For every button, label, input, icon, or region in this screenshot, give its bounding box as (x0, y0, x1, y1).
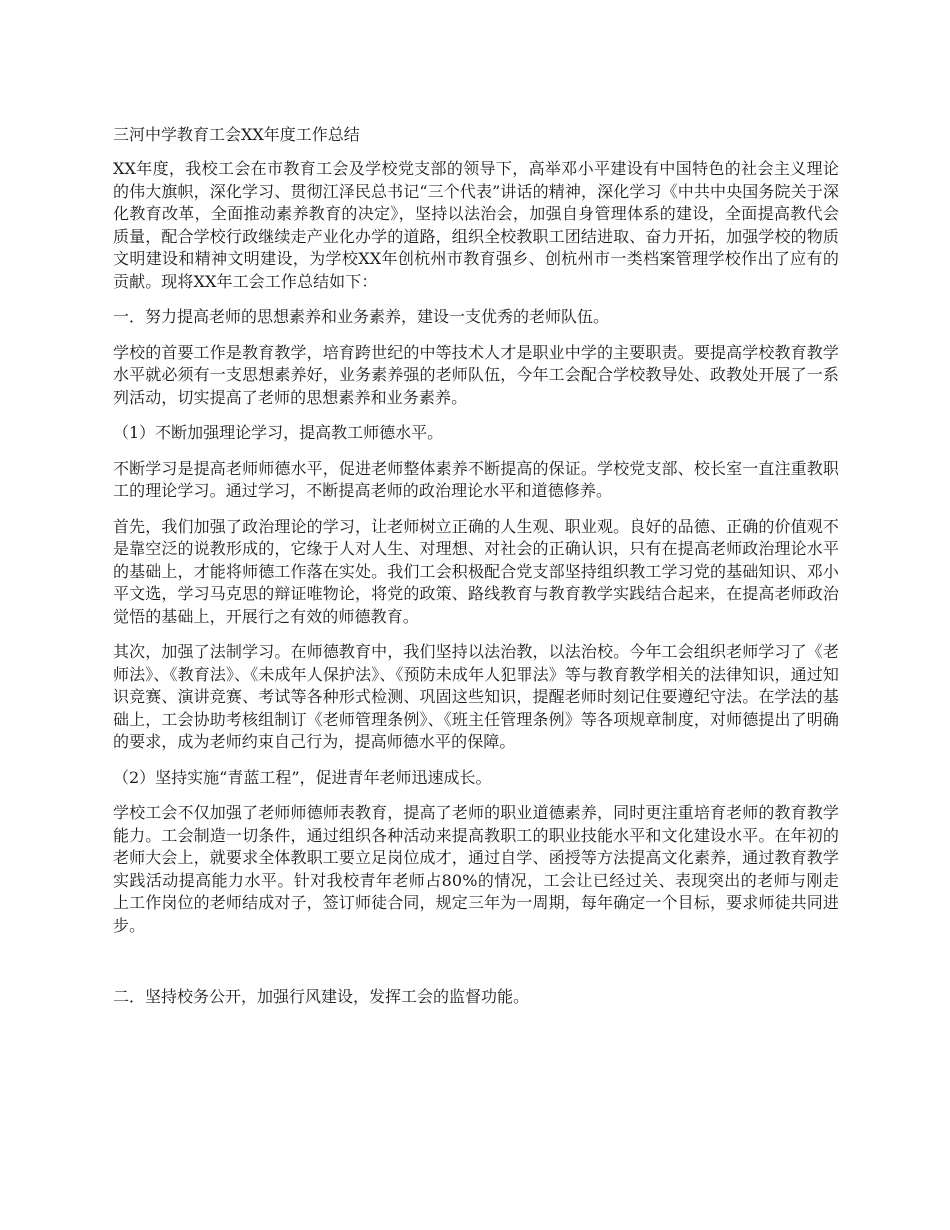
subsection-1-heading: （1）不断加强理论学习，提高教工师德水平。 (113, 423, 444, 442)
section-2-heading: 二．坚持校务公开，加强行风建设，发挥工会的监督功能。 (113, 987, 530, 1006)
document-title: 三河中学教育工会XX年度工作总结 (113, 125, 360, 144)
intro-paragraph: XX年度，我校工会在市教育工会及学校党支部的领导下，高举邓小平建设有中国特色的社会主义理论的伟大旗帜，深化学习、贯彻江泽民总书记“三个代表”讲话的精神，深化学习《中共中央国务院关于深化教育改革，全面推动素养教育的决定》，坚持以法治会，加强自身管理体系的建设，全面提高教代会质量，配合学校行政继续走产业化办学的道路，组织全校教职工团结进取、奋力开拓，加强学校的物质文明建设和精神文明建设，为学校XX年创杭州市教育强乡、创杭州市一类档案管理学校作出了应有的贡献。现将XX年工会工作总结如下： (113, 159, 839, 291)
document-page (113, 124, 839, 1022)
section-1-heading: 一．努力提高老师的思想素养和业务素养，建设一支优秀的老师队伍。 (113, 307, 610, 326)
subsection-1-paragraph-2: 首先，我们加强了政治理论的学习，让老师树立正确的人生观、职业观。良好的品德、正确的价值观不是靠空泛的说教形成的，它缘于人对人生、对理想、对社会的正确认识，只有在提高老师政治理论水平的基础上，才能将师德工作落在实处。我们工会积极配合党支部坚持组织教工学习党的基础知识、邓小平文选，学习马克思的辩证唯物论，将党的政策、路线教育与教育教学实践结合起来，在提高老师政治觉悟的基础上，开展行之有效的师德教育。 (113, 516, 839, 626)
section-1-intro: 学校的首要工作是教育教学，培育跨世纪的中等技术人才是职业中学的主要职责。要提高学校教育教学水平就必须有一支思想素养好，业务素养强的老师队伍，今年工会配合学校教导处、政教处开展了一系列活动，切实提高了老师的思想素养和业务素养。 (113, 342, 839, 407)
subsection-2-paragraph-1: 学校工会不仅加强了老师师德师表教育，提高了老师的职业道德素养，同时更注重培育老师的教育教学能力。工会制造一切条件，通过组织各种活动来提高教职工的职业技能水平和文化建设水平。在年初的老师大会上，就要求全体教职工要立足岗位成才，通过自学、函授等方法提高文化素养，通过教育教学实践活动提高能力水平。针对我校青年老师占80%的情况，工会让已经过关、表现突出的老师与刚走上工作岗位的老师结成对子，签订师徒合同，规定三年为一周期，每年确定一个目标，要求师徒共同进步。 (113, 803, 839, 935)
subsection-1-paragraph-3: 其次，加强了法制学习。在师德教育中，我们坚持以法治教，以法治校。今年工会组织老师学习了《老师法》、《教育法》、《未成年人保护法》、《预防未成年人犯罪法》等与教育教学相关的法律知识，通过知识竞赛、演讲竞赛、考试等各种形式检测、巩固这些知识，提醒老师时刻记住要遵纪守法。在学法的基础上，工会协助考核组制订《老师管理条例》、《班主任管理条例》等各项规章制度，对师德提出了明确的要求，成为老师约束自己行为，提高师德水平的保障。 (113, 642, 839, 751)
subsection-2-heading: （2）坚持实施“青蓝工程”，促进青年老师迅速成长。 (113, 767, 492, 787)
section-spacer (113, 950, 839, 986)
subsection-1-paragraph-1: 不断学习是提高老师师德水平，促进老师整体素养不断提高的保证。学校党支部、校长室一直注重教职工的理论学习。通过学习，不断提高老师的政治理论水平和道德修养。 (113, 458, 839, 500)
